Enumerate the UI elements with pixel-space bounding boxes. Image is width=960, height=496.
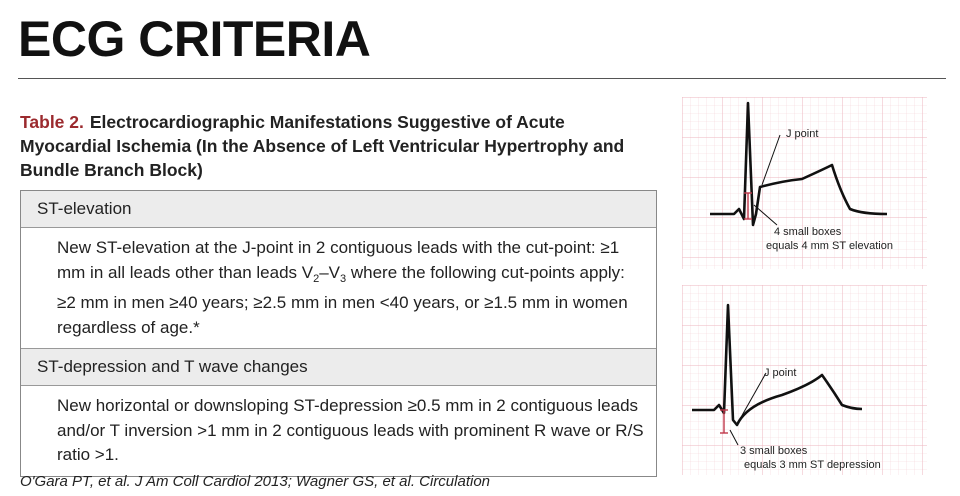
st-elevation-text-part: –V — [319, 262, 341, 282]
lead-subscript: 2 — [313, 272, 320, 285]
citation: O'Gara PT, et al. J Am Coll Cardiol 2013; Wagner GS, et al. Circulation — [20, 473, 491, 490]
table-caption-text: Electrocardiographic Manifestations Suggestive of Acute Myocardial Ischemia (In the Absence of Left Ventricular Hypertrophy and Bundle Branch Block) — [20, 112, 625, 180]
title-divider — [18, 78, 946, 79]
j-point-label: J point — [764, 367, 797, 379]
st-elevation-note-line1: 4 small boxes — [774, 226, 842, 238]
st-elevation-text-part: where the following cut-points apply: ≥2 mm in men ≥40 years; ≥2.5 mm in men <40 years, or ≥1.5 mm in women regardless of age.* — [57, 262, 628, 337]
table-heading-st-depression: ST-depression and T wave changes — [21, 348, 656, 386]
criteria-table — [20, 190, 657, 477]
st-elevation-ecg-graphic — [682, 97, 927, 269]
table-number: Table 2. — [20, 112, 84, 132]
slide-title: ECG CRITERIA — [18, 11, 371, 67]
table-heading-st-elevation: ST-elevation — [21, 191, 656, 228]
st-depression-note-line1: 3 small boxes — [740, 445, 808, 457]
table-body-st-elevation — [21, 228, 656, 348]
lead-subscript: 3 — [340, 272, 347, 285]
st-elevation-note-line2: equals 4 mm ST elevation — [766, 240, 893, 252]
st-elevation-diagram — [682, 97, 927, 269]
st-depression-ecg-graphic — [682, 285, 927, 475]
st-depression-note-line2: equals 3 mm ST depression — [744, 459, 881, 471]
table-caption — [20, 110, 660, 182]
table-body-st-depression: New horizontal or downsloping ST-depression ≥0.5 mm in 2 contiguous leads and/or T inversion >1 mm in 2 contiguous leads with prominent R wave or R/S ratio >1. — [57, 396, 644, 464]
j-point-label: J point — [786, 128, 819, 140]
st-elevation-text-part: New ST-elevation at the J-point in 2 contiguous leads with the cut-point: ≥1 mm in all leads other than leads V — [57, 238, 620, 282]
st-depression-diagram — [682, 285, 927, 475]
